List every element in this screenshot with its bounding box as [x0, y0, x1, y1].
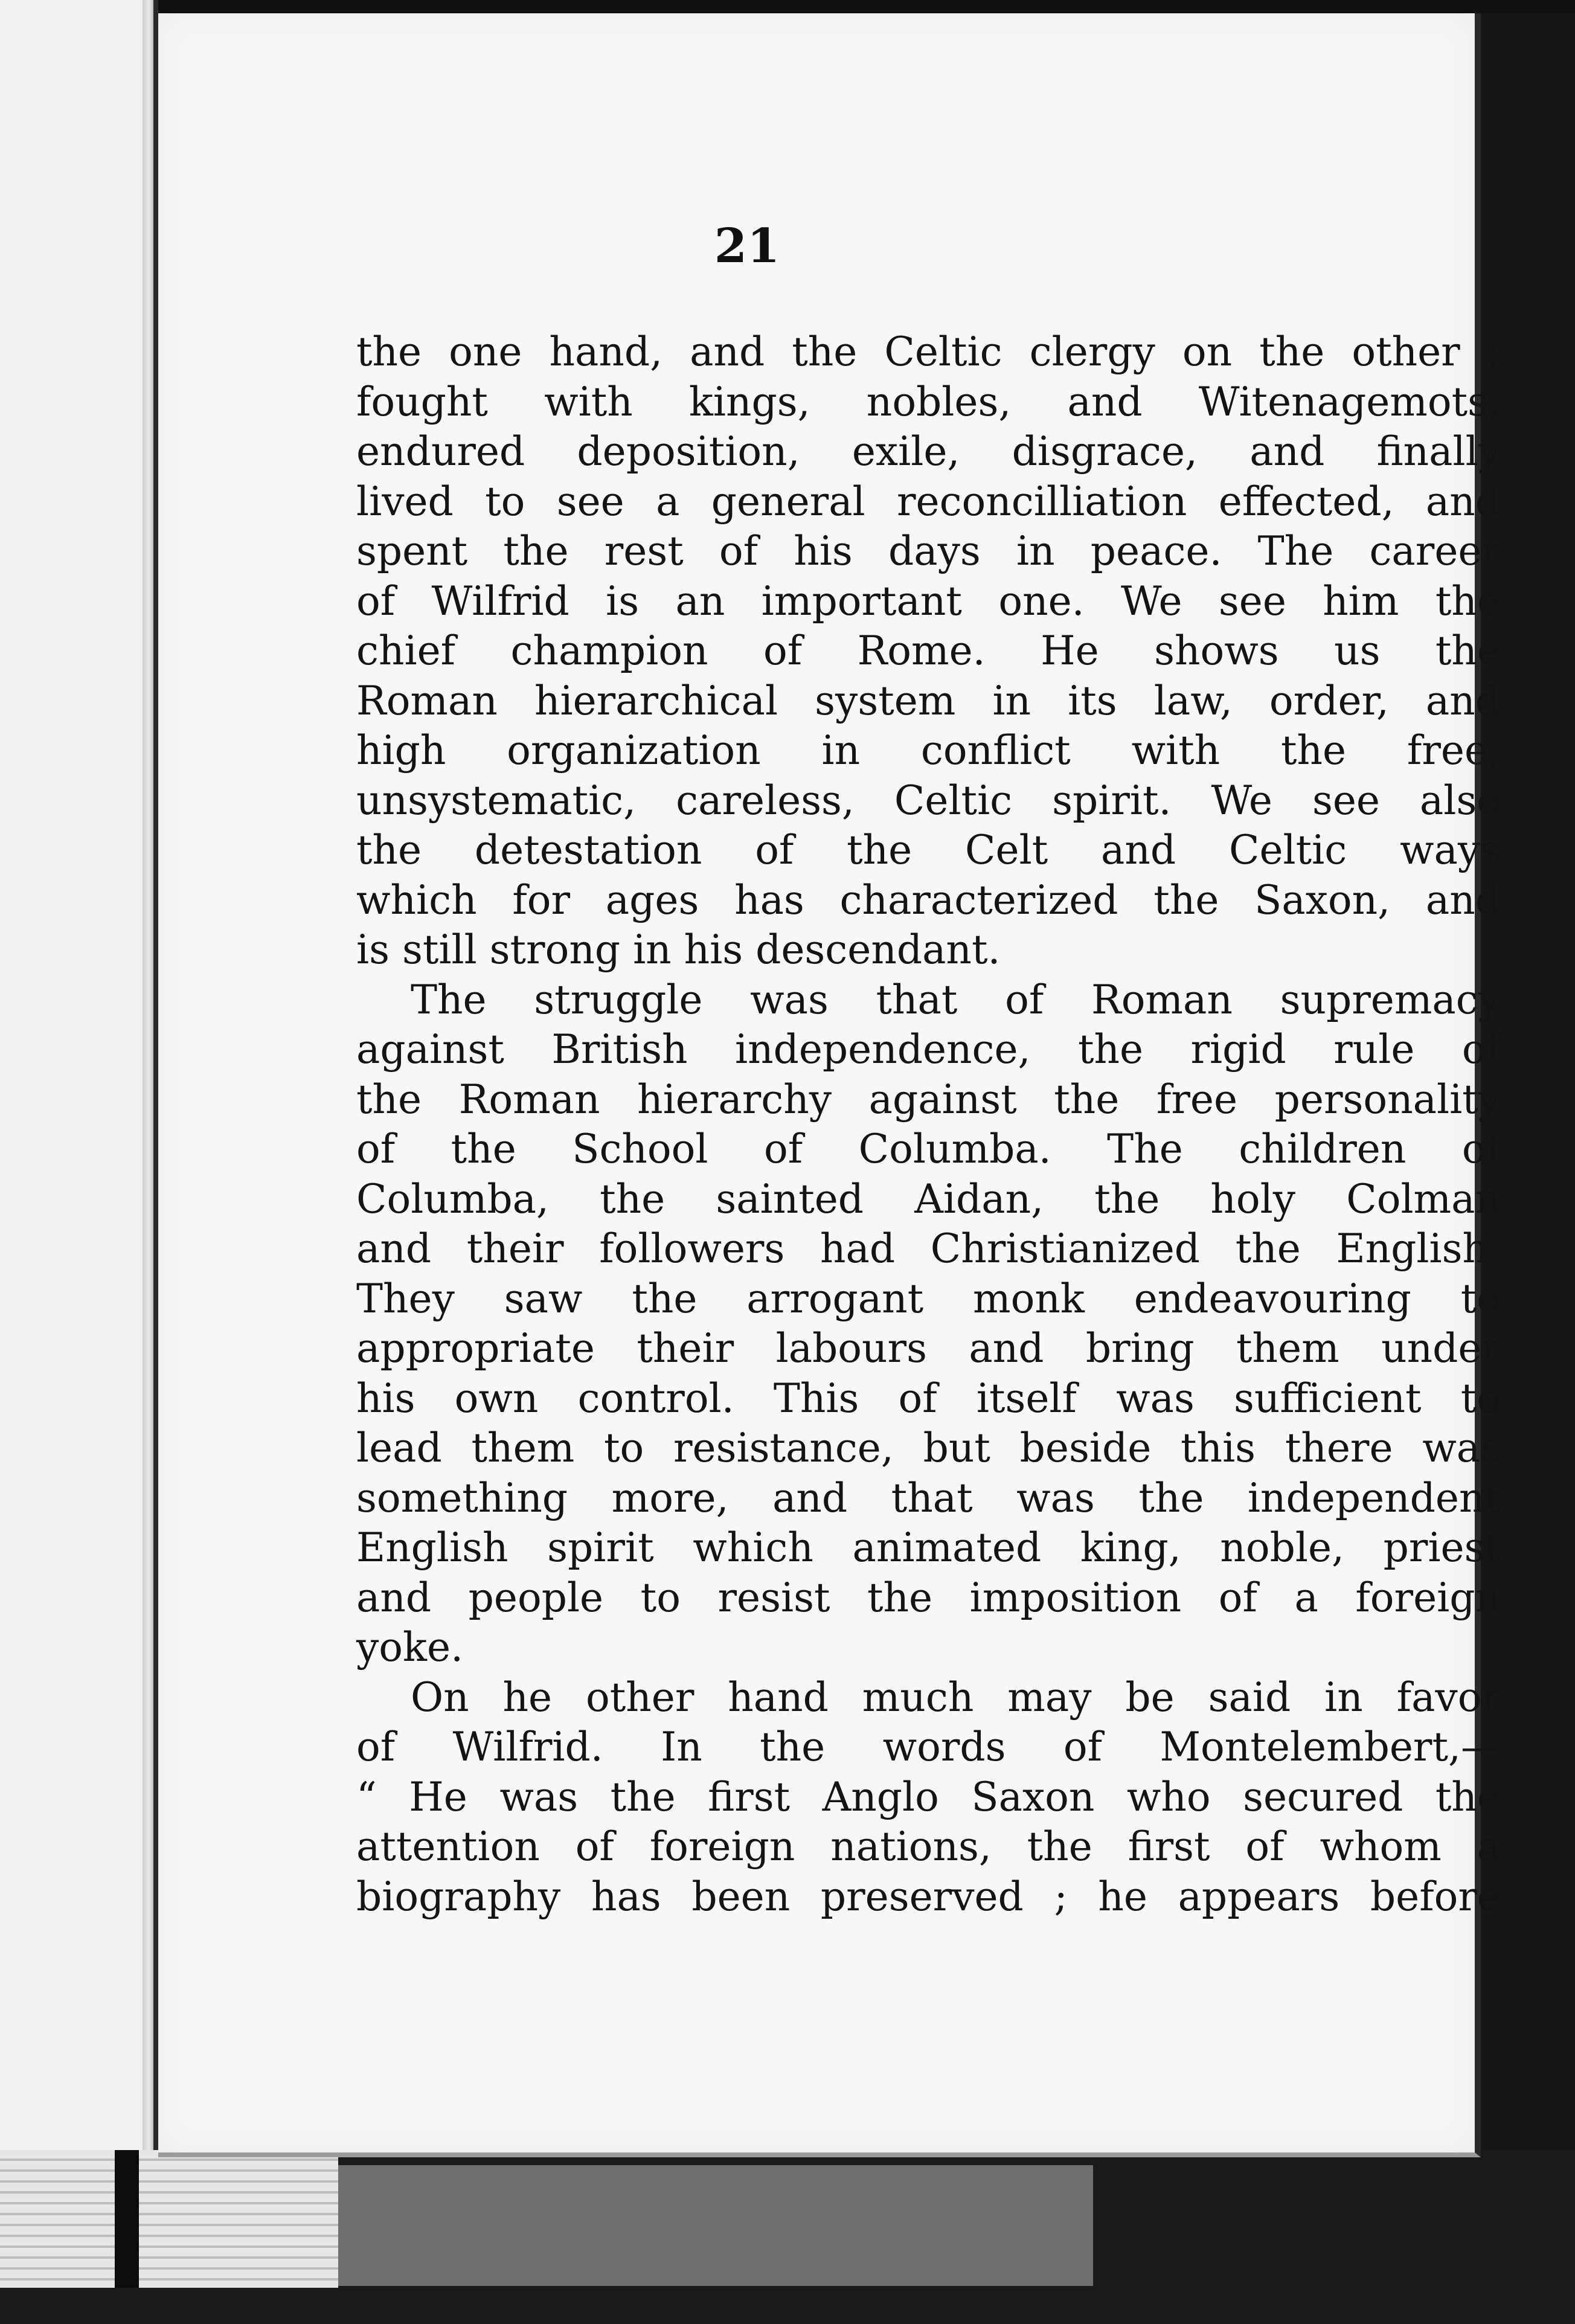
text-line: the detestation of the Celt and Celtic ways	[356, 827, 1501, 873]
book-gutter-fold	[143, 0, 153, 2150]
text-line: and their followers had Christianized the English.	[356, 1225, 1501, 1272]
text-line: of the School of Columba. The children of	[356, 1126, 1501, 1172]
text-line: lived to see a general reconcilliation effected, and	[356, 478, 1501, 525]
text-line: biography has been preserved ; he appears before	[356, 1873, 1501, 1920]
text-line: On he other hand much may be said in favor	[411, 1674, 1501, 1721]
text-line: English spirit which animated king, noble, priest	[356, 1524, 1501, 1571]
paragraph	[356, 1673, 1501, 1922]
text-line: high organization in conflict with the free,	[356, 727, 1501, 774]
text-line: Roman hierarchical system in its law, order, and	[356, 677, 1501, 724]
text-line: appropriate their labours and bring them under	[356, 1325, 1501, 1372]
text-line: his own control. This of itself was sufficient to	[356, 1375, 1501, 1422]
text-line: unsystematic, careless, Celtic spirit. We see also	[356, 777, 1501, 824]
text-line: chief champion of Rome. He shows us the	[356, 628, 1501, 674]
text-line: attention of foreign nations, the first of whom a	[356, 1823, 1501, 1870]
text-line: spent the rest of his days in peace. The career	[356, 528, 1501, 574]
paragraph	[356, 327, 1501, 975]
paragraph	[356, 975, 1501, 1673]
lower-leaves-strip	[0, 2150, 338, 2288]
lower-leaves-shadow	[115, 2150, 139, 2288]
body-text	[356, 327, 1501, 1922]
text-line: Columba, the sainted Aidan, the holy Colman	[356, 1175, 1501, 1222]
text-line: “ He was the first Anglo Saxon who secured the	[356, 1773, 1501, 1820]
lower-cover-strip	[338, 2165, 1093, 2286]
text-line: of Wilfrid. In the words of Montelembert,—	[356, 1724, 1501, 1770]
text-line: and people to resist the imposition of a foreign	[356, 1574, 1501, 1621]
text-line: They saw the arrogant monk endeavouring to	[356, 1275, 1501, 1322]
text-line: the one hand, and the Celtic clergy on the other ;	[356, 329, 1501, 375]
text-line: endured deposition, exile, disgrace, and finally	[356, 428, 1501, 475]
book-page	[158, 13, 1501, 2157]
left-facing-leaf	[0, 0, 158, 2150]
text-line: which for ages has characterized the Saxon, and	[356, 876, 1501, 923]
text-line: something more, and that was the independent	[356, 1474, 1501, 1521]
text-line: lead them to resistance, but beside this there was	[356, 1425, 1501, 1471]
page-number: 21	[714, 219, 780, 274]
text-line: the Roman hierarchy against the free personality	[356, 1076, 1501, 1123]
text-line: The struggle was that of Roman supremacy	[411, 976, 1501, 1023]
text-line: is still strong in his descendant.	[356, 926, 1001, 973]
scan-top-edge	[0, 0, 1575, 13]
text-line: fought with kings, nobles, and Witenagemots,	[356, 378, 1501, 425]
text-line: of Wilfrid is an important one. We see him the	[356, 577, 1501, 624]
text-line: against British independence, the rigid rule of	[356, 1026, 1501, 1073]
page-number-row	[158, 219, 1481, 274]
text-line: yoke.	[356, 1624, 464, 1671]
